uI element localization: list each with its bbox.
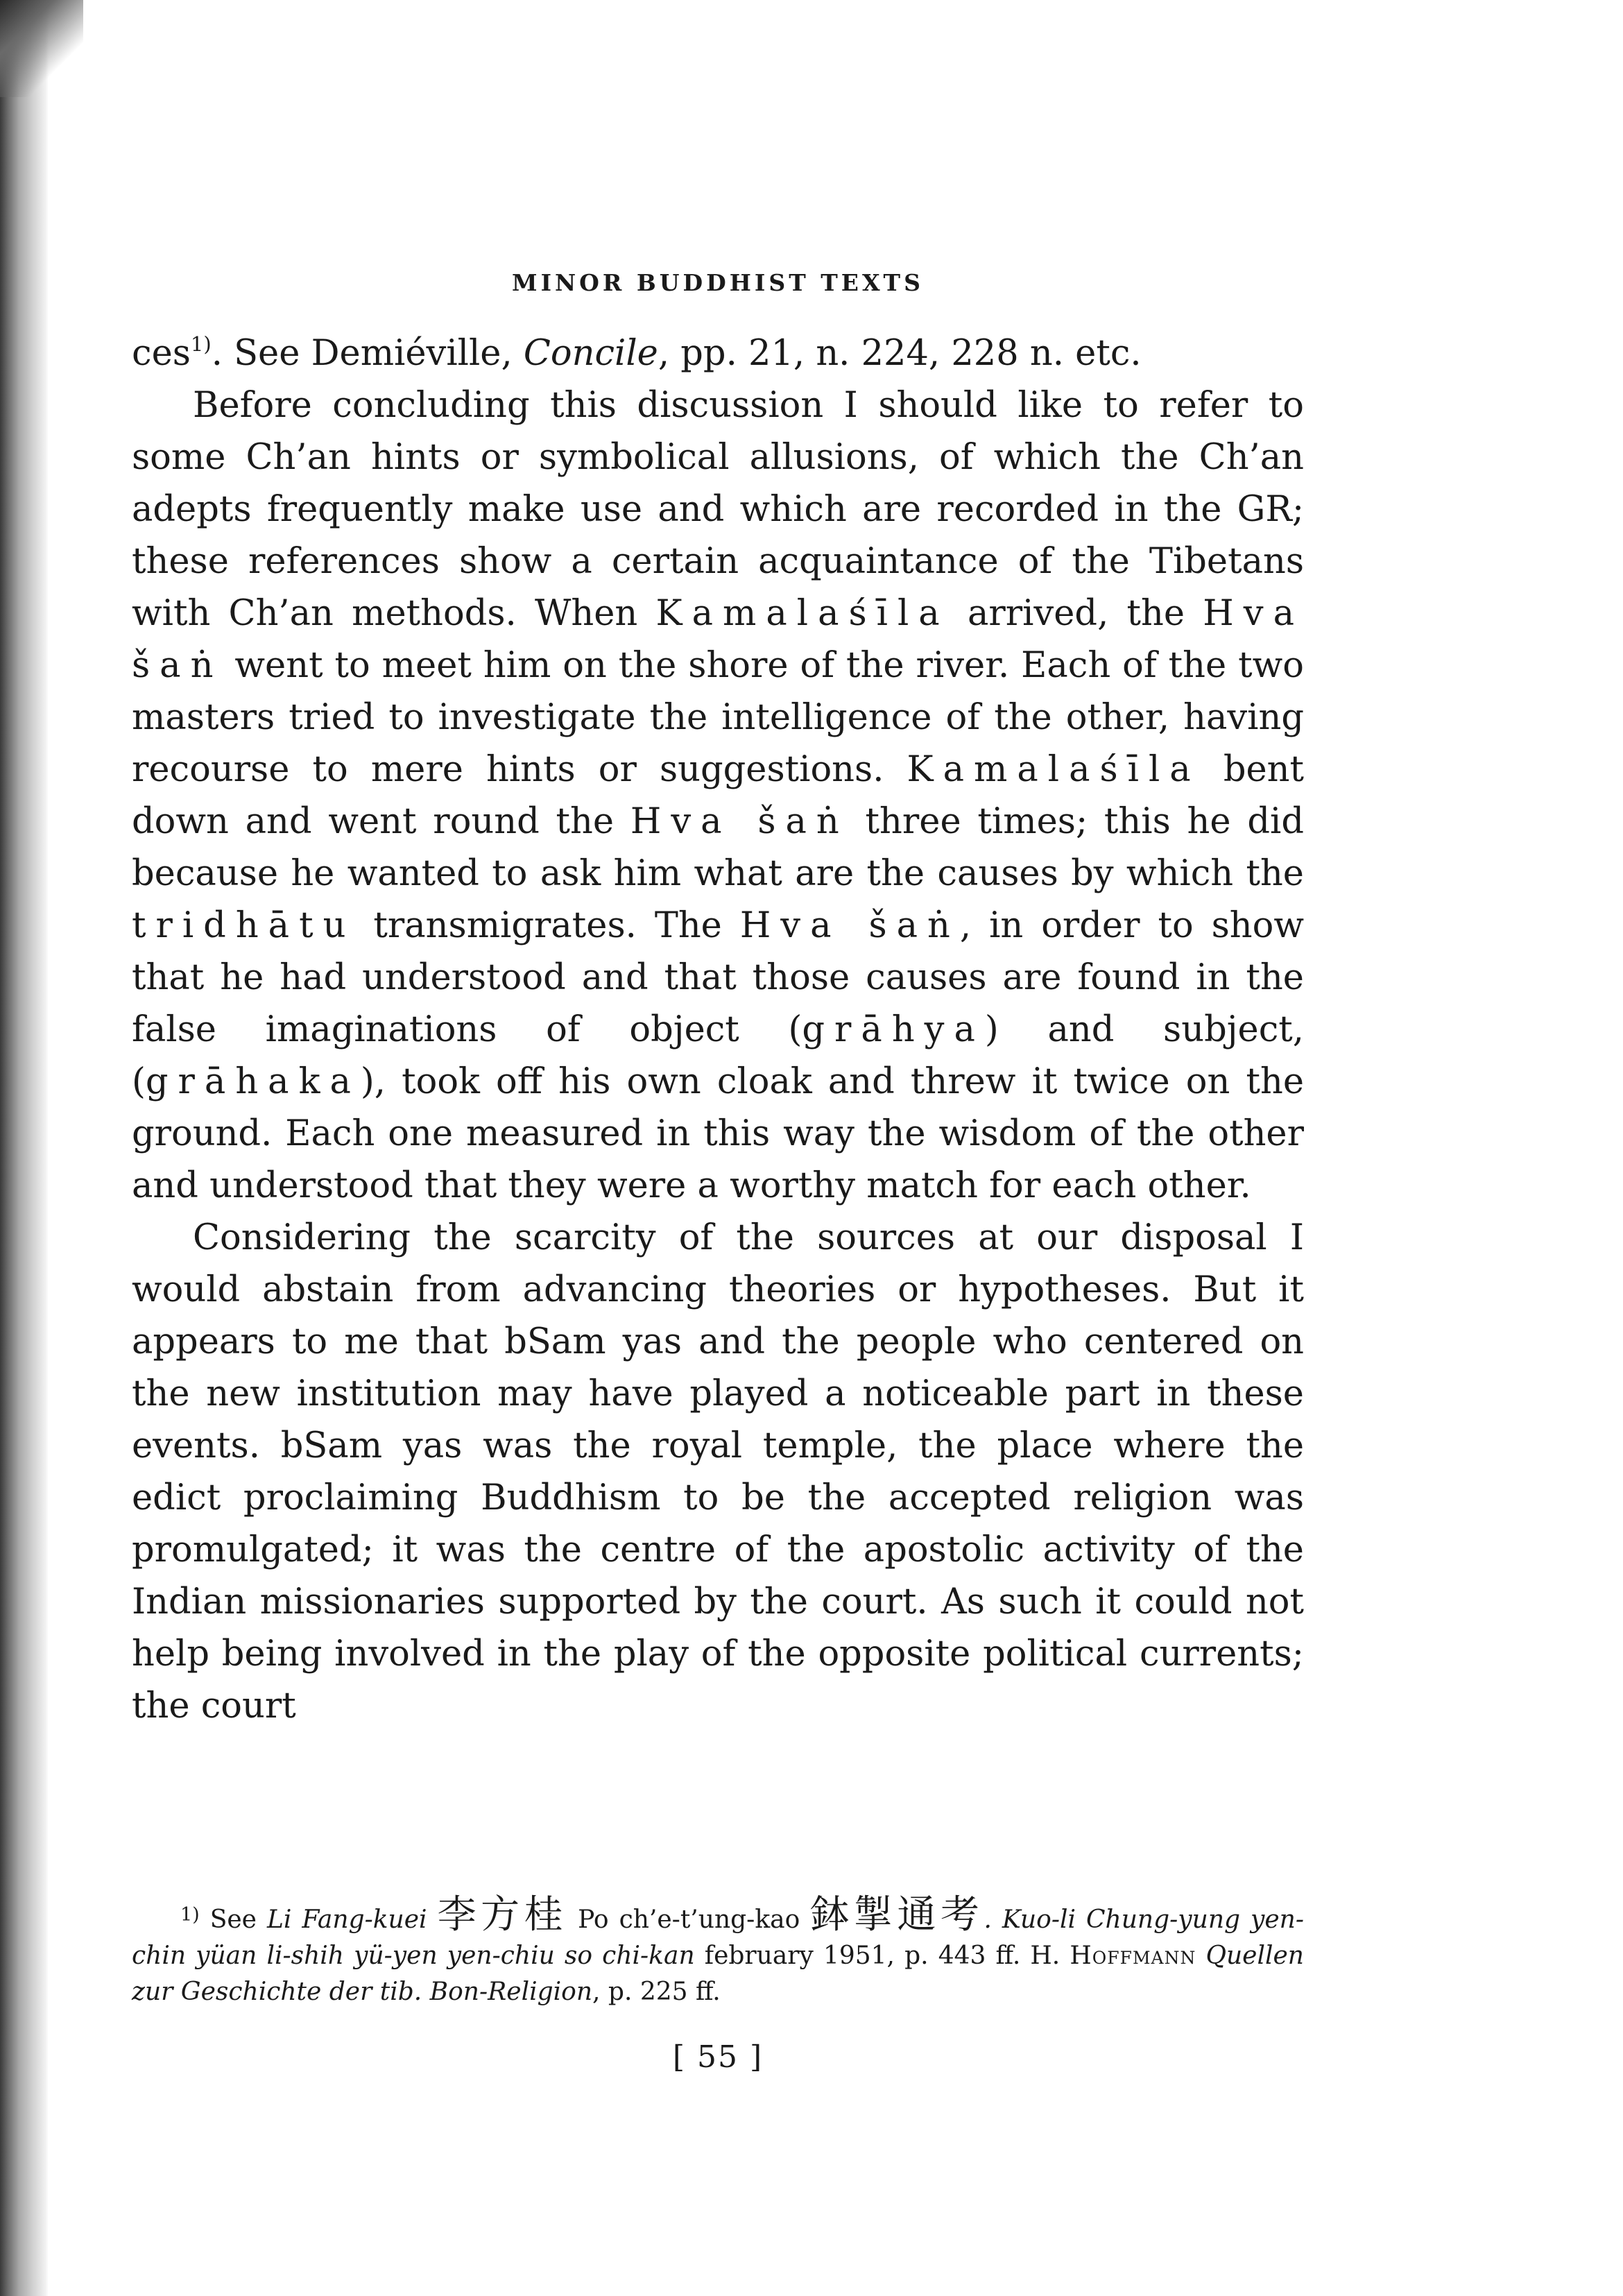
footnote-reference[interactable]: 1) xyxy=(190,332,212,356)
main-text xyxy=(132,327,1304,1732)
footnote-journal: . Kuo-li Chung-yung yen-chin yüan li-shih yü-yen yen-chiu so chi-kan xyxy=(132,1905,1305,1970)
spaced-term: grāhaka xyxy=(145,1061,361,1102)
footnote-author: Li Fang-kuei xyxy=(266,1905,427,1934)
paragraph-chan-hints: Before concluding this discussion I should like to refer to some Ch’an hints or symbolical allusions, of which the Ch’an adepts frequently make use and which are recorded in the GR; these references show a certain acquaintance of the Tibetans with Ch’an methods. When Kamalaśīla arrived, the Hva šaṅ went to meet him on the shore of the river. Each of the two masters tried to investigate the intelligence of the other, having recourse to mere hints or suggestions. Kamalaśīla bent down and went round the Hva šaṅ three times; this he did because he wanted to ask him what are the causes by which the tridhātu transmigrates. The Hva šaṅ, in order to show that he had understood and that those causes are found in the false imaginations of object (grāhya) and subject, (grāhaka), took off his own cloak and threw it twice on the ground. Each one measured in this way the wisdom of the other and understood that they were a worthy match for each other. xyxy=(132,385,1304,1206)
book-binding-shadow xyxy=(0,0,49,2296)
footnote-block xyxy=(132,1892,1305,2010)
paragraph-bsam-yas: Considering the scarcity of the sources at our disposal I would abstain from advancing theories or hypotheses. But it appears to me that bSam yas and the people who centered on the new institution may have played a noticeable part in these events. bSam yas was the royal temple, the place where the edict proclaiming Buddhism to be the accepted religion was promulgated; it was the centre of the apostolic activity of the Indian missionaries supported by the court. As such it could not help being involved in the play of the opposite political currents; the court xyxy=(132,1217,1304,1727)
footnote-1: $^{1)}$ See Li Fang-kuei 李方桂 Po ch’e-t’ung-kao 鉢掣通考. Kuo-li Chung-yung yen-chin yüan li-shih yü-yen yen-chiu so chi-kan february 1951, p. 443 ff. H. Hoffmann Quellen zur Geschichte der tib. Bon-Religion, p. 225 ff. xyxy=(132,1892,1305,2006)
spaced-term: Hva šaṅ xyxy=(132,593,1304,686)
spaced-term: Hva šaṅ xyxy=(630,801,849,842)
footnote-book: Quellen zur Geschichte der tib. Bon-Religion xyxy=(132,1942,1304,2006)
spaced-term: tridhātu xyxy=(132,905,356,946)
footnote-author-2: Hoffmann xyxy=(1070,1942,1196,1970)
cjk-title: 鉢掣通考 xyxy=(810,1892,984,1937)
book-page xyxy=(132,0,1304,2296)
spaced-term: Kamalaśīla xyxy=(655,593,950,634)
spaced-term: grāhya xyxy=(802,1009,985,1050)
running-header: MINOR BUDDHIST TEXTS xyxy=(512,269,924,296)
cjk-author-name: 李方桂 xyxy=(437,1892,568,1937)
footnote-mark: 1) xyxy=(180,1904,200,1926)
page-number: [ 55 ] xyxy=(672,2039,764,2075)
spaced-term: Kamalaśīla xyxy=(907,749,1201,790)
paragraph-continuation: ces$^{1)}$. See Demiéville, Concile, pp. 21, n. 224, 228 n. etc. xyxy=(132,332,1142,374)
cited-title: Concile xyxy=(523,333,658,374)
spaced-term: Hva šaṅ xyxy=(739,905,960,946)
